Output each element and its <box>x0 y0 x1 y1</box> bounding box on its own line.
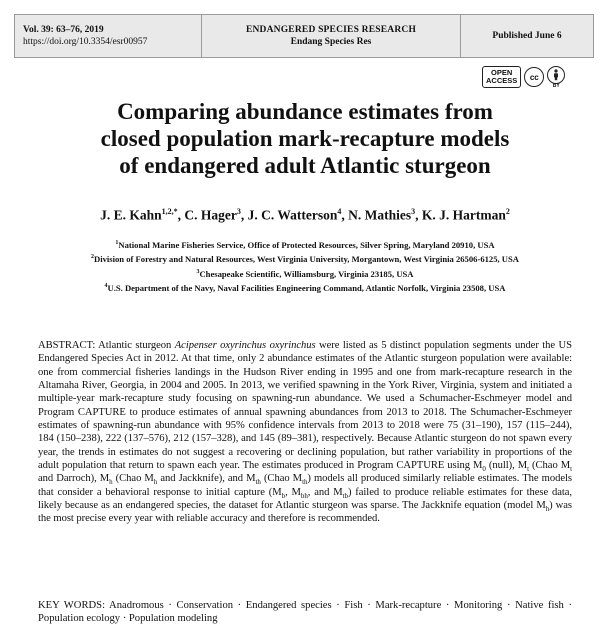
journal-name: ENDANGERED SPECIES RESEARCH <box>245 25 417 35</box>
journal-header <box>14 14 594 58</box>
abstract-text: ) was the most precise every year with reliable accuracy and therefore is recommended. <box>38 500 572 525</box>
affiliation-number: 1 <box>115 240 119 246</box>
model-subscript: th <box>255 478 261 487</box>
abstract-text: , and M <box>307 486 343 498</box>
model-subscript: b <box>281 491 286 500</box>
affiliation-list <box>20 237 590 294</box>
author-name: C. Hager <box>184 207 237 223</box>
model-subscript: bh <box>300 491 308 500</box>
author-affiliation-mark: 1,2,* <box>161 207 178 216</box>
license-badges <box>482 66 565 88</box>
author-name: J. E. Kahn <box>100 207 162 223</box>
abstract-text: (Chao M <box>260 473 303 485</box>
model-subscript: h <box>109 478 113 487</box>
model-subscript: tb <box>342 491 348 500</box>
author-affiliation-mark: 2 <box>505 207 510 216</box>
open-access-line2: ACCESS <box>486 76 518 85</box>
title-line-3: of endangered adult Atlantic sturgeon <box>119 153 491 178</box>
abstract-text: (Chao M <box>112 473 154 485</box>
abstract-text: and Darroch), M <box>38 473 110 485</box>
creative-commons-icon[interactable] <box>524 67 544 87</box>
abstract-text: (null), M <box>485 460 528 472</box>
header-left <box>15 15 201 57</box>
affiliation-number: 4 <box>104 283 108 290</box>
abstract <box>38 339 572 526</box>
author-affiliation-mark: 3 <box>411 207 416 216</box>
affiliation <box>20 251 590 265</box>
by-label: BY <box>552 82 560 89</box>
abstract-text: ) failed to produce reliable estimates for these data, likely because as an endangered species, the dataset for Atlantic sturgeon was sparse. The Jackknife equation (model M <box>38 486 573 512</box>
open-access-line1: OPEN <box>491 68 513 77</box>
affiliation-text: Chesapeake Scientific, Williamsburg, Virginia 23185, USA <box>199 268 414 279</box>
person-icon <box>547 66 565 84</box>
keywords: KEY WORDS: Anadromous · Conservation · Endangered species · Fish · Mark-recapture · Monitoring · Native fish · Population ecology · Population modeling <box>38 600 572 625</box>
affiliation-text: National Marine Fisheries Service, Office of Protected Resources, Silver Spring, Maryland 20910, USA <box>118 239 495 250</box>
abstract-text: were listed as 5 distinct population segments under the US Endangered Species Act in 2012. At that time, only 2 abundance estimates of the Atlantic sturgeon population were available: one from commercial fisheries landings in the Hudson River ending in 1995 and one from mark-recapture research in the Altamaha River, Georgia, in 2004 and 2005. In 2013, we verified spawning in the York River, Virginia, system and initiated a multiple-year mark-recapture study focusing on spawning-run abundance. We used a Schumacher-Eschmeyer model and Program CAPTURE to produce estimates of annual spawning abundances from 2013 to 2018. The Schumacher-Eschmeyer estimates of spawning-run abundance with 95% confidence intervals from 2013 to 2018 were 75 (31–190), 157 (115–244), 184 (150–238), 222 (137–576), 212 (157–328), and 145 (89–381), respectively. Because Atlantic sturgeon do not spawn every year, the trends in estimates do not suggest a recovering or declining population, but rather variability in proportions of the adult population that return to spawn each year. The estimates produced in Program CAPTURE using M <box>38 340 572 472</box>
affiliation-number: 3 <box>196 268 200 275</box>
header-middle <box>201 15 461 57</box>
article-title <box>40 98 570 179</box>
title-line-1: Comparing abundance estimates from <box>117 99 493 124</box>
author-name: N. Mathies <box>348 207 412 223</box>
model-subscript: t <box>570 465 572 474</box>
model-subscript: h <box>153 478 158 487</box>
model-subscript: th <box>302 478 308 487</box>
title-line-2: closed population mark-recapture models <box>100 126 510 151</box>
affiliation-text: U.S. Department of the Navy, Naval Facilities Engineering Command, Atlantic Norfolk, Virginia 23508, USA <box>107 282 506 293</box>
abstract-text: (Chao M <box>529 460 571 472</box>
author-affiliation-mark: 4 <box>337 207 342 216</box>
affiliation <box>20 280 590 294</box>
volume-info: Vol. 39: 63–76, 2019 <box>23 25 104 35</box>
author-name: K. J. Hartman <box>421 207 506 223</box>
journal-abbrev: Endang Species Res <box>290 37 372 47</box>
abstract-text: , M <box>285 486 301 498</box>
species-name: Acipenser oxyrinchus oxyrinchus <box>174 340 316 351</box>
abstract-text: ) models all produced similarly reliable estimates. The models that consider a behavioral response to initial capture (M <box>38 473 572 498</box>
affiliation <box>20 237 590 251</box>
cc-text: cc <box>529 72 539 82</box>
attribution-icon[interactable] <box>547 66 565 89</box>
author-list: J. E. Kahn$^{1,2,*}$, C. Hager$^3$, J. C. Watterson$^4$, N. Mathies$^3$, K. J. Hartman$^2$ <box>100 207 510 223</box>
open-access-badge[interactable] <box>482 66 521 88</box>
author-name: J. C. Watterson <box>247 207 338 223</box>
abstract-text: ABSTRACT: Atlantic sturgeon <box>38 340 175 351</box>
header-right <box>461 15 593 57</box>
affiliation-number: 2 <box>91 254 94 261</box>
affiliation <box>20 266 590 280</box>
author-affiliation-mark: 3 <box>236 207 241 216</box>
model-subscript: 0 <box>482 465 486 474</box>
doi-link[interactable]: https://doi.org/10.3354/esr00957 <box>23 37 148 47</box>
model-subscript: t <box>527 465 530 474</box>
model-subscript: h <box>545 505 550 514</box>
published-date: Published June 6 <box>492 31 562 41</box>
abstract-text: and Jackknife), and M <box>157 473 256 485</box>
affiliation-text: Division of Forestry and Natural Resources, West Virginia University, Morgantown, West Virginia 26506-6125, USA <box>94 254 519 265</box>
